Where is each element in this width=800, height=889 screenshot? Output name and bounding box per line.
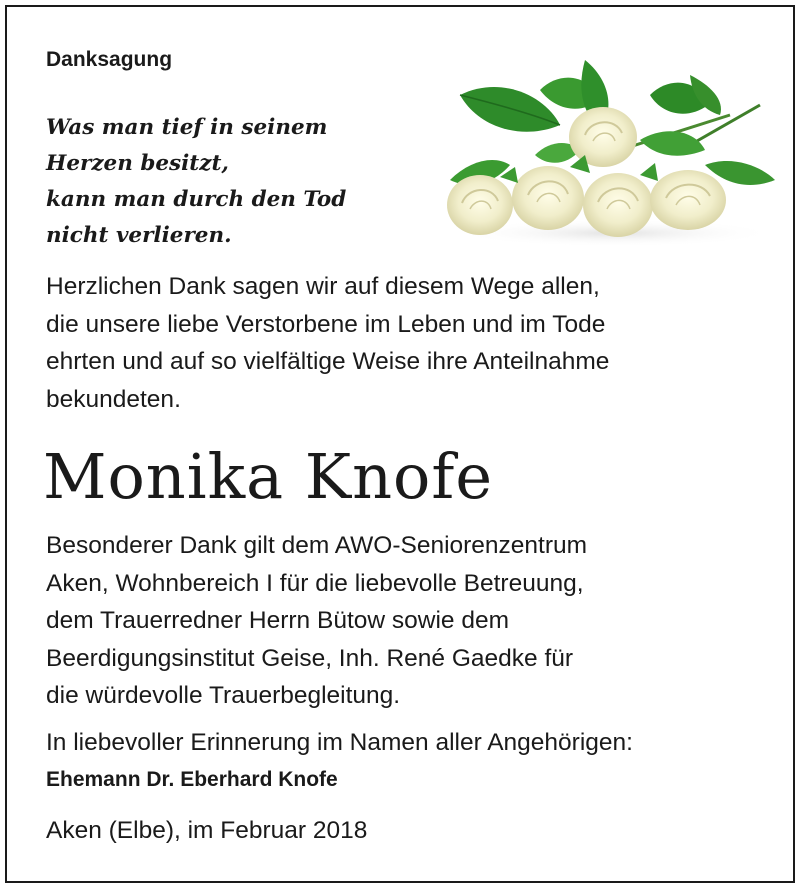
- signer-name: Ehemann Dr. Eberhard Knofe: [46, 768, 338, 791]
- intro-line: Herzlichen Dank sagen wir auf diesem Wege allen,: [46, 273, 600, 300]
- intro-line: ehrten und auf so vielfältige Weise ihre Anteilnahme: [46, 348, 610, 375]
- thanks-line: dem Trauerredner Herrn Bütow sowie dem: [46, 607, 509, 634]
- closing-line: In liebevoller Erinnerung im Namen aller Angehörigen:: [46, 729, 633, 756]
- intro-line: bekundeten.: [46, 385, 181, 413]
- thanks-line: Besonderer Dank gilt dem AWO-Seniorenzentrum: [46, 532, 588, 559]
- thanks-line: Beerdigungsinstitut Geise, Inh. René Gaedke für: [46, 644, 574, 672]
- thanks-line: die würdevolle Trauerbegleitung.: [46, 682, 401, 709]
- place-date: Aken (Elbe), im Februar 2018: [46, 817, 368, 844]
- deceased-name: Monika Knofe: [43, 440, 494, 513]
- memorial-quote: [46, 110, 346, 254]
- thanks-line: Aken, Wohnbereich I für die liebevolle Betreuung,: [46, 569, 584, 597]
- intro-line: die unsere liebe Verstorbene im Leben und im Tode: [46, 310, 606, 338]
- quote-line: Herzen besitzt,: [46, 151, 229, 176]
- quote-line: nicht verlieren.: [46, 223, 232, 248]
- quote-line: kann man durch den Tod: [46, 187, 347, 212]
- notice-heading: Danksagung: [46, 48, 173, 71]
- white-roses-icon: [440, 55, 785, 250]
- quote-line: Was man tief in seinem: [46, 115, 328, 140]
- thanks-paragraph: [46, 527, 587, 715]
- intro-paragraph: [46, 268, 609, 418]
